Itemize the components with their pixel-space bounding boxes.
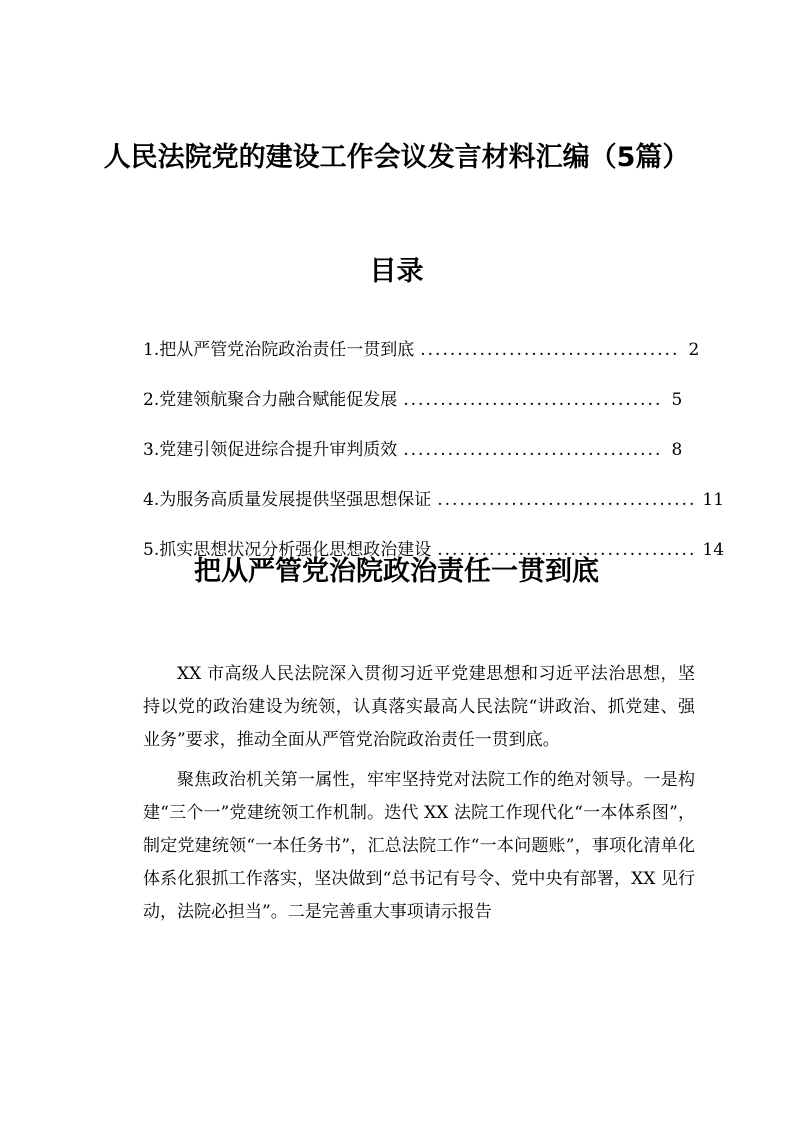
toc-page-number: 5 bbox=[671, 390, 683, 410]
table-of-contents bbox=[143, 334, 725, 584]
toc-entry-label: 5.抓实思想状况分析强化思想政治建设 bbox=[143, 540, 432, 560]
toc-dot-leader: ................................... bbox=[420, 340, 680, 360]
toc-entry-label: 1.把从严管党治院政治责任一贯到底 bbox=[143, 340, 415, 360]
toc-page-number: 2 bbox=[688, 340, 700, 360]
toc-entry-4[interactable] bbox=[143, 484, 725, 534]
toc-dot-leader: ................................... bbox=[437, 540, 697, 560]
toc-entry-label: 2.党建领航聚合力融合赋能促发展 bbox=[143, 390, 398, 410]
body-paragraph-2: 聚焦政治机关第一属性，牢牢坚持党对法院工作的绝对领导。一是构建“三个一”党建统领工作机制。迭代 XX 法院工作现代化“一本体系图”，制定党建统领“一本任务书”，汇总法院工作“一本问题账”，事项化清单化体系化狠抓工作落实，坚决做到“总书记有号令、党中央有部署，XX 见行动，法院必担当”。二是完善重大事项请示报告 bbox=[143, 770, 695, 922]
toc-page-number: 14 bbox=[702, 540, 725, 560]
toc-entry-label: 3.党建引领促进综合提升审判质效 bbox=[143, 440, 398, 460]
toc-page-number: 11 bbox=[702, 490, 725, 510]
toc-page-number: 8 bbox=[671, 440, 683, 460]
toc-dot-leader: ................................... bbox=[403, 440, 663, 460]
toc-dot-leader: ................................... bbox=[403, 390, 663, 410]
document-title: 人民法院党的建设工作会议发言材料汇编（5篇） bbox=[103, 142, 690, 173]
toc-entry-label: 4.为服务高质量发展提供坚强思想保证 bbox=[143, 490, 432, 510]
toc-entry-1[interactable] bbox=[143, 334, 700, 384]
toc-dot-leader: ................................... bbox=[437, 490, 697, 510]
body-paragraph-1: XX 市高级人民法院深入贯彻习近平党建思想和习近平法治思想，坚持以党的政治建设为统领，认真落实最高人民法院“讲政治、抓党建、强业务”要求，推动全面从严管党治院政治责任一贯到底。 bbox=[143, 664, 695, 750]
toc-entry-3[interactable] bbox=[143, 434, 683, 484]
toc-entry-2[interactable] bbox=[143, 384, 683, 434]
section-heading: 把从严管党治院政治责任一贯到底 bbox=[194, 556, 599, 587]
toc-heading: 目录 bbox=[369, 256, 424, 287]
